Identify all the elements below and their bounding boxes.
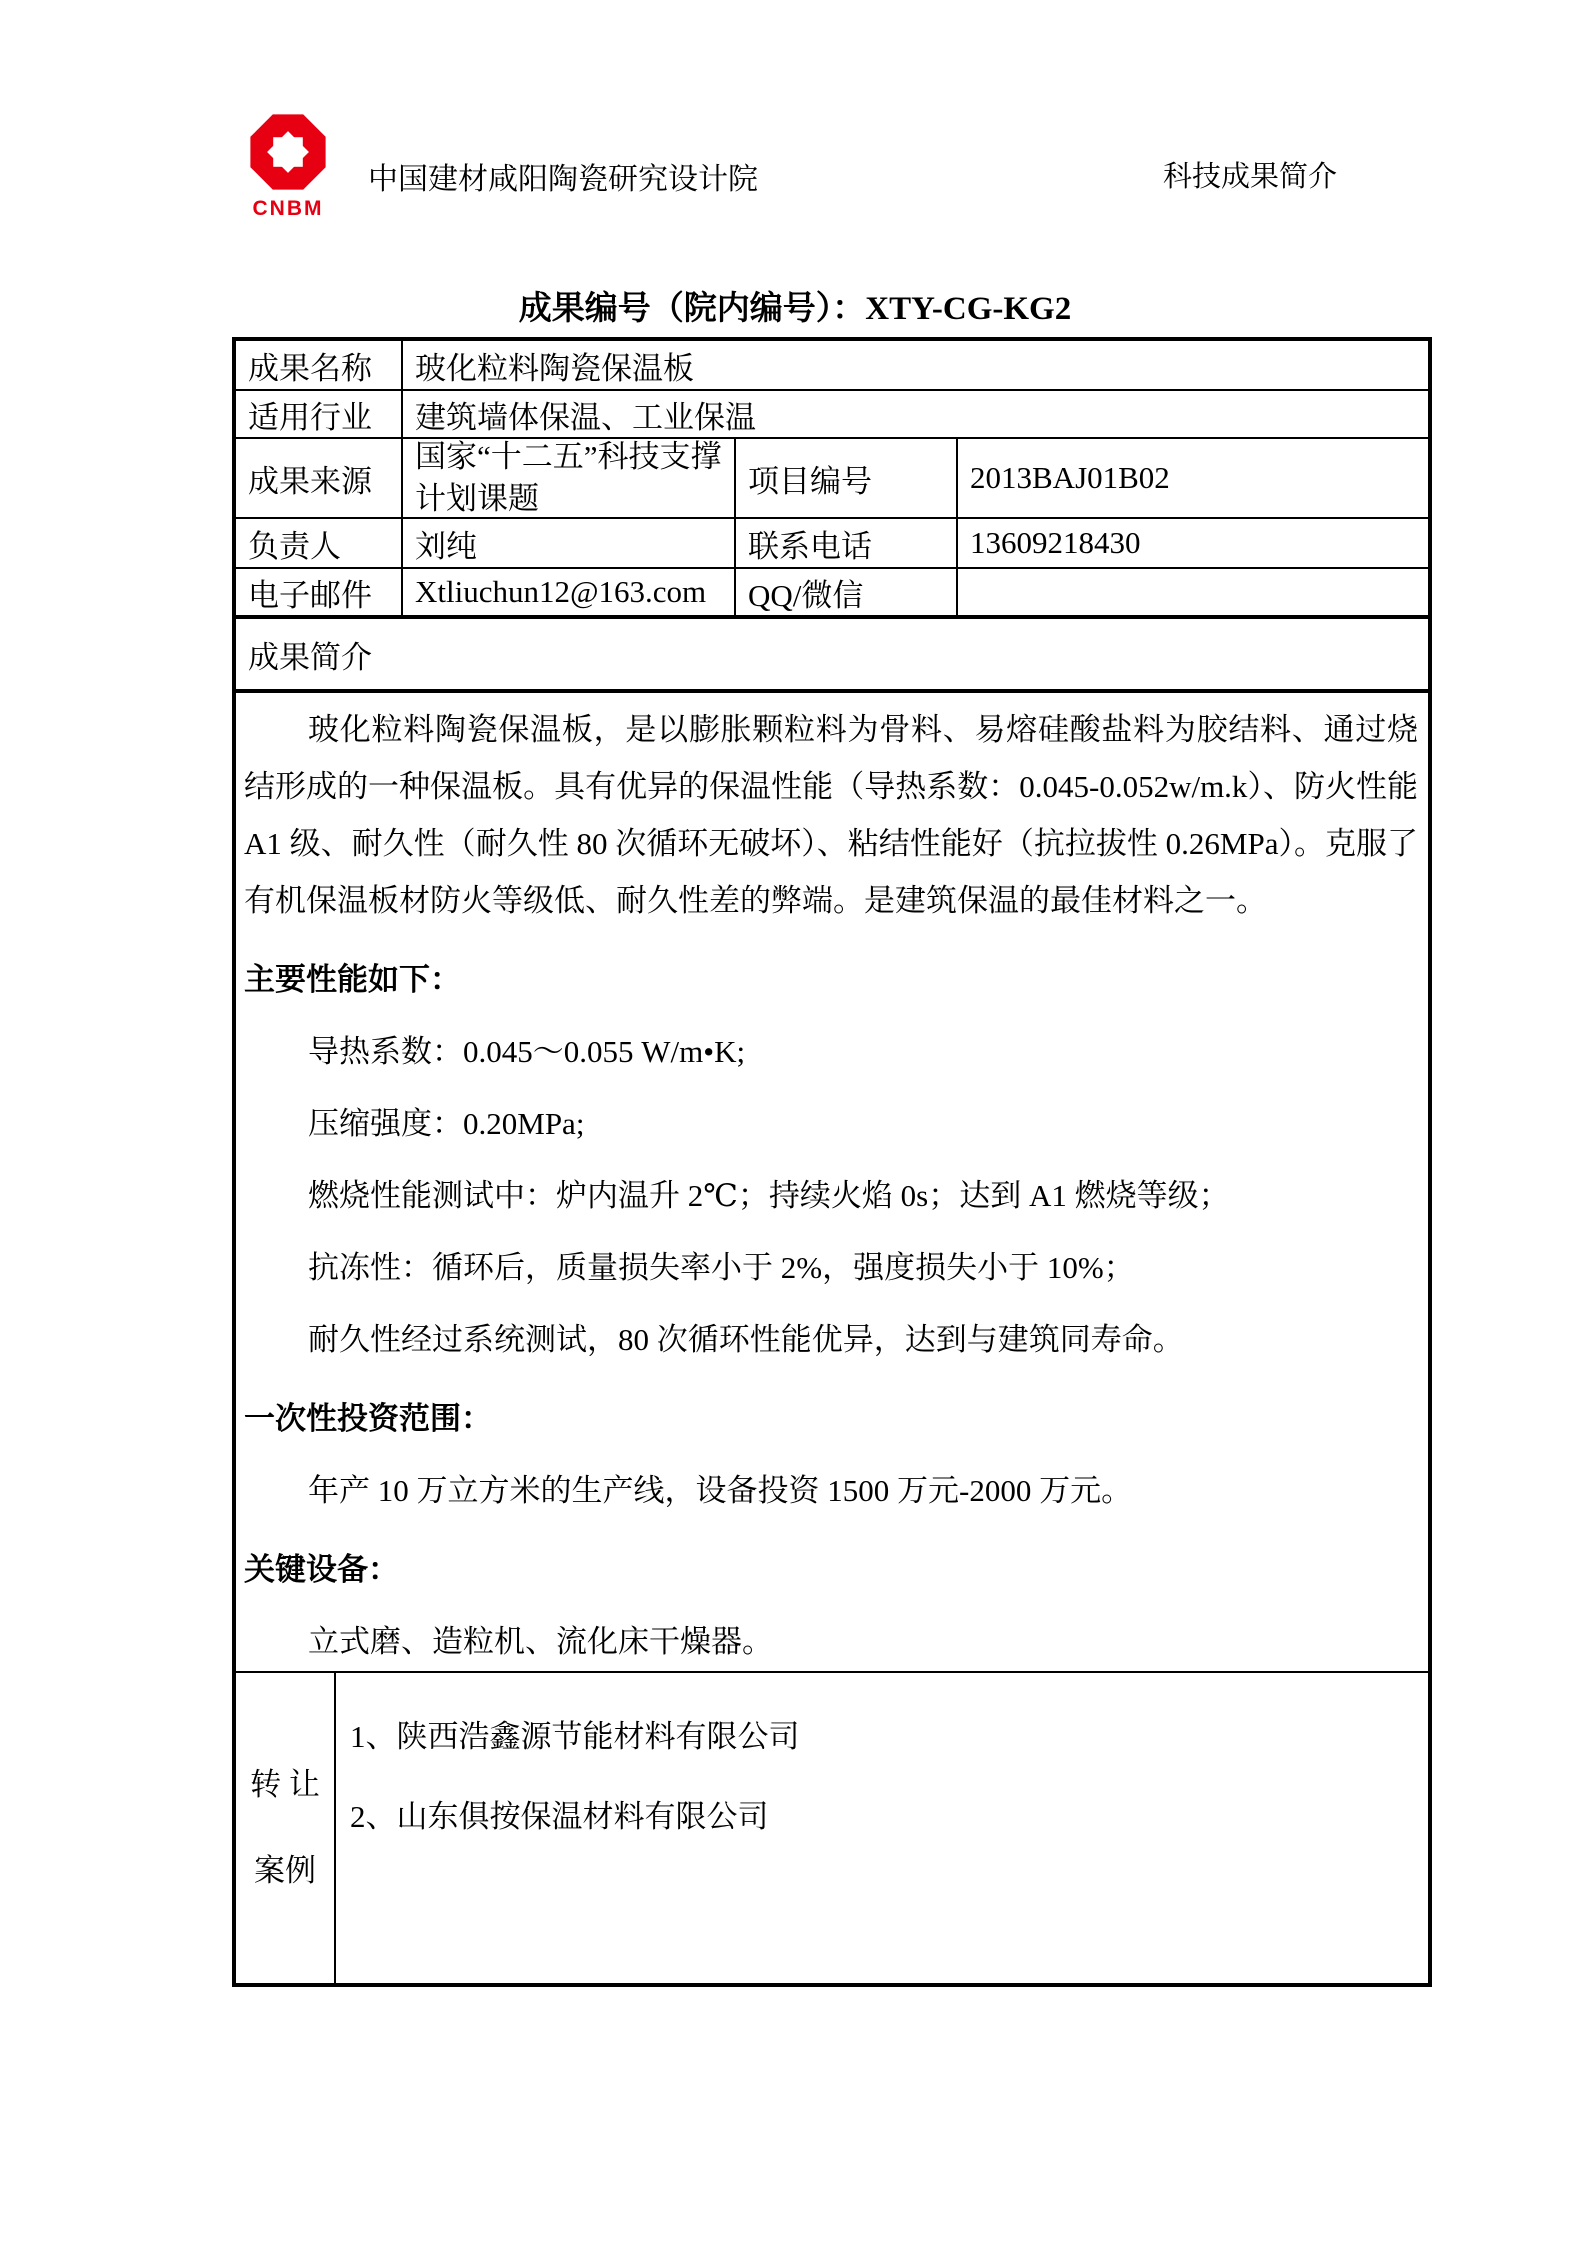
- project-number-value: 2013BAJ01B02: [956, 439, 1428, 517]
- email-value: Xtliuchun12@163.com: [401, 569, 734, 615]
- table-row-leader: [236, 517, 1428, 567]
- equipment-heading: 关键设备：: [244, 1552, 399, 1587]
- table-row-source: [236, 437, 1428, 517]
- transfer-cases-label: [236, 1673, 334, 1983]
- cnbm-logo-text: CNBM: [252, 197, 324, 220]
- performance-item: 导热系数：0.045～0.055 W/m•K;: [308, 1034, 746, 1069]
- investment-heading: 一次性投资范围：: [244, 1401, 492, 1436]
- source-value: 国家“十二五”科技支撑计划课题: [401, 439, 734, 517]
- transfer-label-line2: 案例: [254, 1853, 316, 1888]
- performance-item: 抗冻性：循环后，质量损失率小于 2%，强度损失小于 10%；: [308, 1250, 1135, 1285]
- leader-value: 刘纯: [401, 519, 734, 567]
- table-row-email: [236, 567, 1428, 615]
- result-name-value: 玻化粒料陶瓷保温板: [401, 341, 1428, 389]
- achievement-info-table: [232, 337, 1432, 1987]
- document-title: 成果编号（院内编号）：XTY-CG-KG2: [518, 291, 1072, 327]
- equipment-item: 立式磨、造粒机、流化床干燥器。: [308, 1624, 773, 1659]
- transfer-cases-list: [334, 1673, 1428, 1983]
- summary-intro-paragraph: 玻化粒料陶瓷保温板，是以膨胀颗粒料为骨料、易熔硅酸盐料为胶结料、通过烧结形成的一种保温板。具有优异的保温性能（导热系数：0.045-0.052w/m.k）、防火性能 A1 级、耐久性（耐久性 80 次循环无破坏）、粘结性能好（抗拉拔性 0.26MPa）。克服了有机保温板材防火等级低、耐久性差的弊端。是建筑保温的最佳材料之一。: [244, 712, 1418, 918]
- phone-value: 13609218430: [956, 519, 1428, 567]
- phone-label: 联系电话: [734, 519, 956, 567]
- industry-value: 建筑墙体保温、工业保温: [401, 391, 1428, 437]
- investment-item: 年产 10 万立方米的生产线，设备投资 1500 万元-2000 万元。: [308, 1473, 1133, 1508]
- summary-content: [236, 693, 1428, 1671]
- cnbm-logo: [240, 112, 336, 221]
- email-label: 电子邮件: [248, 577, 372, 613]
- project-number-label: 项目编号: [734, 439, 956, 517]
- source-label: 成果来源: [248, 463, 372, 499]
- organization-name: 中国建材咸阳陶瓷研究设计院: [368, 163, 758, 196]
- performance-item: 压缩强度：0.20MPa;: [308, 1106, 585, 1141]
- performance-item: 耐久性经过系统测试，80 次循环性能优异，达到与建筑同寿命。: [308, 1322, 1184, 1357]
- transfer-label-line1: 转 让: [250, 1767, 320, 1802]
- industry-label: 适用行业: [248, 399, 372, 435]
- transfer-case-item: 2、山东俱按保温材料有限公司: [350, 1799, 769, 1834]
- table-row-summary-header: [236, 615, 1428, 689]
- leader-label: 负责人: [248, 528, 341, 564]
- cnbm-octagon-star-icon: [248, 112, 328, 192]
- table-row-industry: [236, 389, 1428, 437]
- transfer-case-item: 1、陕西浩鑫源节能材料有限公司: [350, 1719, 800, 1754]
- table-row-summary-content: [236, 689, 1428, 1671]
- result-name-label: 成果名称: [248, 350, 372, 386]
- performance-item: 燃烧性能测试中：炉内温升 2℃；持续火焰 0s；达到 A1 燃烧等级；: [308, 1178, 1230, 1213]
- qq-wechat-value: [956, 569, 1428, 615]
- page-header: [240, 112, 1435, 221]
- summary-section-label: 成果简介: [248, 639, 372, 675]
- document-type-label: 科技成果简介: [1162, 161, 1337, 193]
- table-row-transfer-cases: [236, 1671, 1428, 1983]
- table-row-result-name: [236, 341, 1428, 389]
- performance-heading: 主要性能如下：: [244, 962, 461, 997]
- qq-wechat-label: QQ/微信: [734, 569, 956, 615]
